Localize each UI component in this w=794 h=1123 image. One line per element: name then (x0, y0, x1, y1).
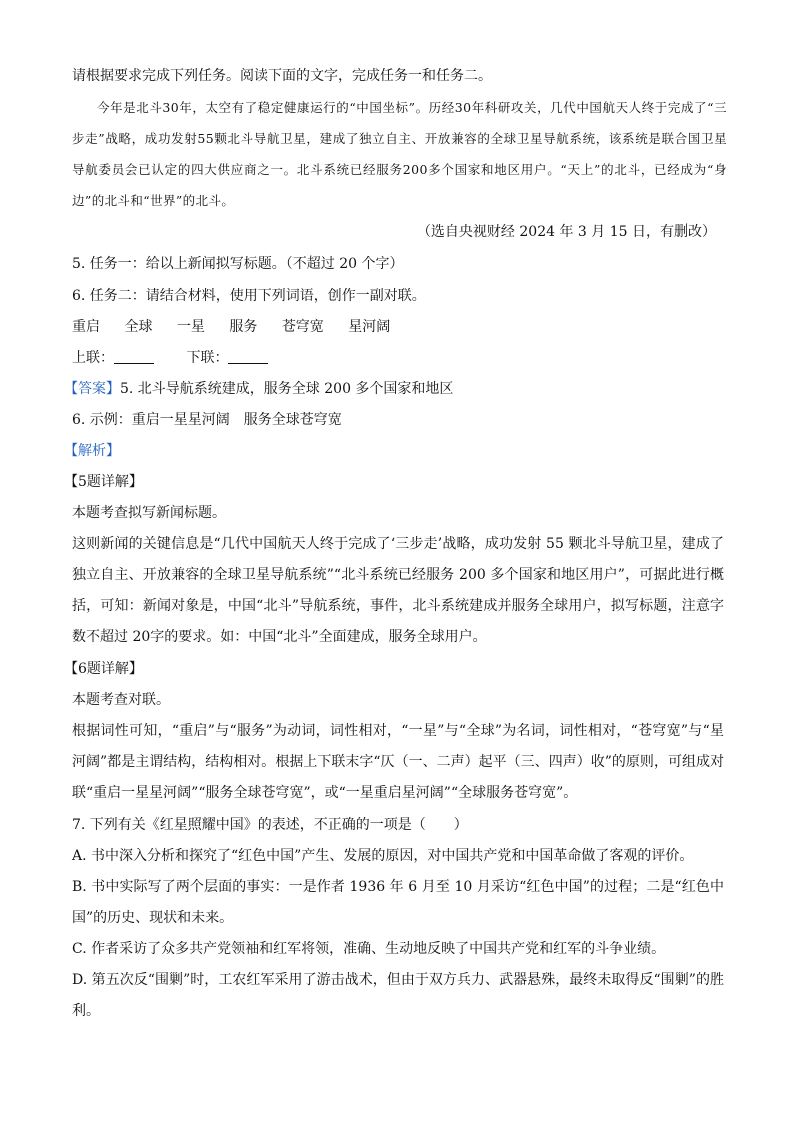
detail-6-intro: 本题考查对联。 (72, 692, 170, 708)
analysis-tag: 【解析】 (64, 443, 120, 459)
upper-couplet-label: 上联： (72, 350, 114, 366)
detail-6-body: 根据词性可知，“重启”与“服务”为动词，词性相对，“一星”与“全球”为名词，词性相对，“苍穹宽”与“星河阔”都是主谓结构，结构相对。根据上下联末字“仄（一、二声）起平（三、四声）收”的原则，可组成对联“重启一星星河阔”“服务全球苍穹宽”，或“一星重启星河阔”“全球服务苍穹宽”。 (72, 723, 724, 801)
task-intro: 请根据要求完成下列任务。阅读下面的文字，完成任务一和任务二。 (72, 68, 492, 84)
question-5: 5. 任务一：给以上新闻拟写标题。（不超过 20 个字） (72, 256, 404, 272)
word-item: 一星 (176, 319, 205, 335)
option-a: A. 书中深入分析和探究了“红色中国”产生、发展的原因，对中国共产党和中国革命做了客观的评价。 (72, 848, 694, 864)
option-b: B. 书中实际写了两个层面的事实：一是作者 1936 年 6 月至 10 月采访“红色中国”的过程；二是“红色中国”的历史、现状和未来。 (72, 879, 724, 926)
upper-couplet-blank (114, 349, 154, 364)
news-passage: 今年是北斗30年，太空有了稳定健康运行的“中国坐标”。历经30年科研攻关，几代中国航天人终于完成了“三步走”战略，成功发射55颗北斗导航卫星，建成了独立自主、开放兼容的全球卫星导航系统，该系统是联合国卫星导航委员会已认定的四大供应商之一。北斗系统已经服务200多个国家和地区用户。“天上”的北斗，已经成为“身边”的北斗和“世界”的北斗。 (72, 100, 727, 208)
option-c: C. 作者采访了众多共产党领袖和红军将领，准确、生动地反映了中国共产党和红军的斗争业绩。 (72, 941, 666, 957)
detail-5-body: 这则新闻的关键信息是“几代中国航天人终于完成了‘三步走’战略，成功发射 55 颗北斗导航卫星，建成了独立自主、开放兼容的全球卫星导航系统”“北斗系统已经服务 200 多个国家和地区用户”，可据此进行概括，可知：新闻对象是，中国“北斗”导航系统，事件，北斗系统建成并服务全球用户，拟写标题，注意字数不超过 20字的要求。如：中国“北斗”全面建成，服务全球用户。 (72, 536, 724, 645)
word-item: 星河阔 (348, 319, 391, 335)
question-7-stem: 7. 下列有关《红星照耀中国》的表述，不正确的一项是（ ） (72, 817, 468, 833)
answer-tag: 【答案】 (64, 381, 120, 397)
word-item: 全球 (124, 319, 153, 335)
detail-5-intro: 本题考查拟写新闻标题。 (72, 505, 226, 521)
detail-5-tag: 【5题详解】 (64, 474, 143, 490)
couplet-blanks (72, 348, 296, 368)
word-item: 重启 (72, 319, 100, 335)
word-item: 服务 (229, 319, 258, 335)
word-item: 苍穹宽 (281, 319, 324, 335)
passage-source: （选自央视财经 2024 年 3 月 15 日，有删改） (416, 224, 716, 240)
word-list (72, 317, 410, 337)
option-d: D. 第五次反“围剿”时，工农红军采用了游击战术，但由于双方兵力、武器悬殊，最终未取得反“围剿”的胜利。 (72, 972, 724, 1019)
answer-6: 6. 示例：重启一星星河阔 服务全球苍穹宽 (72, 412, 342, 428)
question-6: 6. 任务二：请结合材料，使用下列词语，创作一副对联。 (72, 288, 426, 304)
answer-5 (64, 379, 453, 399)
lower-couplet-label: 下联： (186, 350, 229, 366)
detail-6-tag: 【6题详解】 (64, 661, 143, 677)
lower-couplet-blank (228, 349, 268, 364)
answer-5-text: 5. 北斗导航系统建成，服务全球 200 多个国家和地区 (120, 381, 454, 397)
